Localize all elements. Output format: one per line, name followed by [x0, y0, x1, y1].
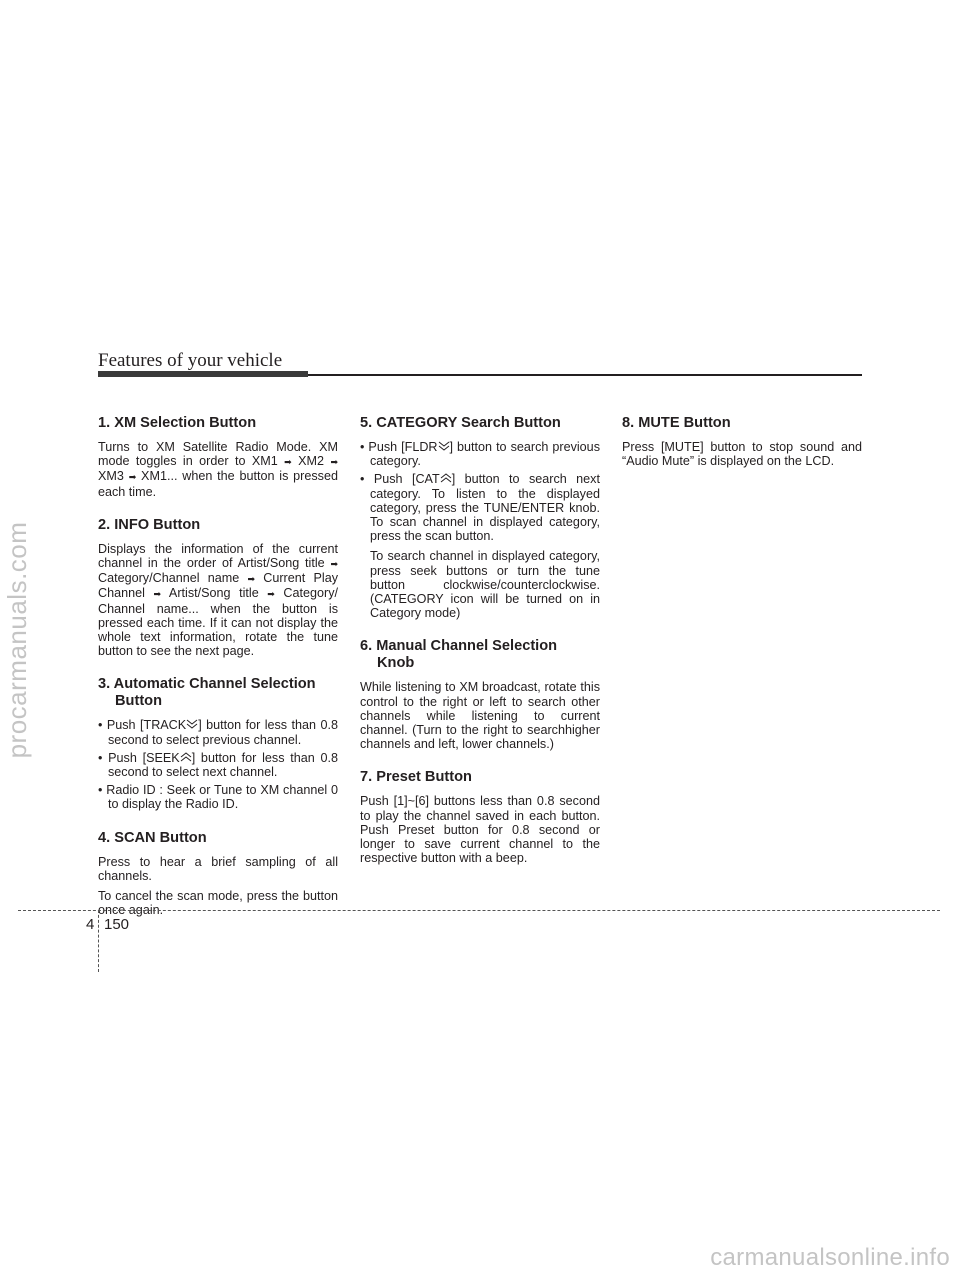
list-item: • Push [FLDR ] button to search previous category. [360, 440, 600, 468]
section-preset-title: 7. Preset Button [360, 769, 472, 786]
section-info-title: 2. INFO Button [98, 516, 201, 533]
list-item: • Push [CAT ] button to search next category. To listen to the displayed category, press the TUNE/ENTER knob. To scan channel in displayed category, press the scan button. [360, 472, 600, 543]
section-mute-title: 8. MUTE Button [622, 415, 731, 431]
page-number: 150 [104, 916, 130, 933]
section-category-p1: To search channel in displayed category, press seek buttons or turn the tune button clockwise/counterclockwise.(CATEGORY icon will be turned on in Category mode) [370, 549, 600, 621]
section-info [98, 517, 338, 659]
section-xm-body: Turns to XM Satellite Radio Mode. XM mode toggles in order to XM1 ➡ XM2 ➡ XM3 ➡ XM1... when the button is pressed each time. [98, 440, 338, 499]
arrow-icon: ➡ [247, 574, 256, 585]
section-xm-title: 1. XM Selection Button [98, 415, 257, 431]
column-1 [98, 415, 338, 935]
footer-rule [18, 910, 940, 911]
section-xm [98, 415, 338, 499]
section-mute [622, 415, 862, 468]
section-auto [98, 676, 338, 811]
header-accent-bar [98, 371, 308, 377]
section-scan-title: 4. SCAN Button [98, 829, 207, 846]
section-auto-list [98, 718, 338, 811]
section-scan-p2: To cancel the scan mode, press the button once again. [98, 889, 338, 918]
section-info-body: Displays the information of the current channel in the order of Artist/Song title ➡ Category/Channel name ➡ Current Play Channel ➡ Artist/Song title ➡ Category/ Channel name... when the button is pressed each time. If it can not display the whole text information, rotate the tune button to see the next page. [98, 541, 339, 659]
arrow-icon: ➡ [330, 457, 338, 468]
section-manual-title: 6. Manual Channel Selection Knob [360, 638, 558, 672]
arrow-icon: ➡ [153, 589, 162, 600]
watermark-left-text: procarmanuals.com [2, 521, 32, 759]
chapter-number: 4 [86, 916, 95, 933]
list-item: • Push [TRACK ] button for less than 0.8 second to select previous channel. [98, 718, 338, 746]
arrow-icon: ➡ [330, 559, 338, 570]
chevron-up-double-icon [180, 751, 192, 763]
chevron-down-double-icon [186, 718, 198, 730]
chevron-down-double-icon [438, 440, 450, 452]
column-2 [360, 415, 600, 883]
section-manual-body: While listening to XM broadcast, rotate this control to the right or left to search other channels while listening to current channel. (Turn to the right to searchhigher channels and left, lower channels.) [360, 680, 600, 752]
section-mute-body: Press [MUTE] button to stop sound and “Audio Mute” is displayed on the LCD. [622, 440, 862, 469]
watermark-bottom: carmanualsonline.info [710, 1244, 950, 1271]
column-3 [622, 415, 862, 486]
section-category [360, 415, 600, 620]
list-item: • Push [SEEK ] button for less than 0.8 second to select next channel. [98, 751, 338, 779]
section-manual [360, 638, 600, 751]
arrow-icon: ➡ [128, 472, 137, 483]
list-item: • Radio ID : Seek or Tune to XM channel 0 to display the Radio ID. [98, 783, 338, 811]
section-preset [360, 769, 600, 865]
chevron-up-double-icon [440, 472, 452, 484]
section-scan-p1: Press to hear a brief sampling of all channels. [98, 854, 338, 883]
section-category-list [360, 440, 600, 543]
section-scan [98, 830, 338, 918]
arrow-icon: ➡ [284, 457, 292, 468]
arrow-icon: ➡ [267, 589, 275, 600]
section-category-title: 5. CATEGORY Search Button [360, 415, 561, 431]
section-auto-title: 3. Automatic Channel Selection Button [98, 676, 316, 710]
footer-divider [98, 910, 99, 972]
page-header-title: Features of your vehicle [98, 350, 283, 371]
section-preset-body: Push [1]~[6] buttons less than 0.8 second to play the channel saved in each button. Push Preset button for 0.8 second or longer to save current channel to the respective button with a beep. [360, 794, 600, 866]
